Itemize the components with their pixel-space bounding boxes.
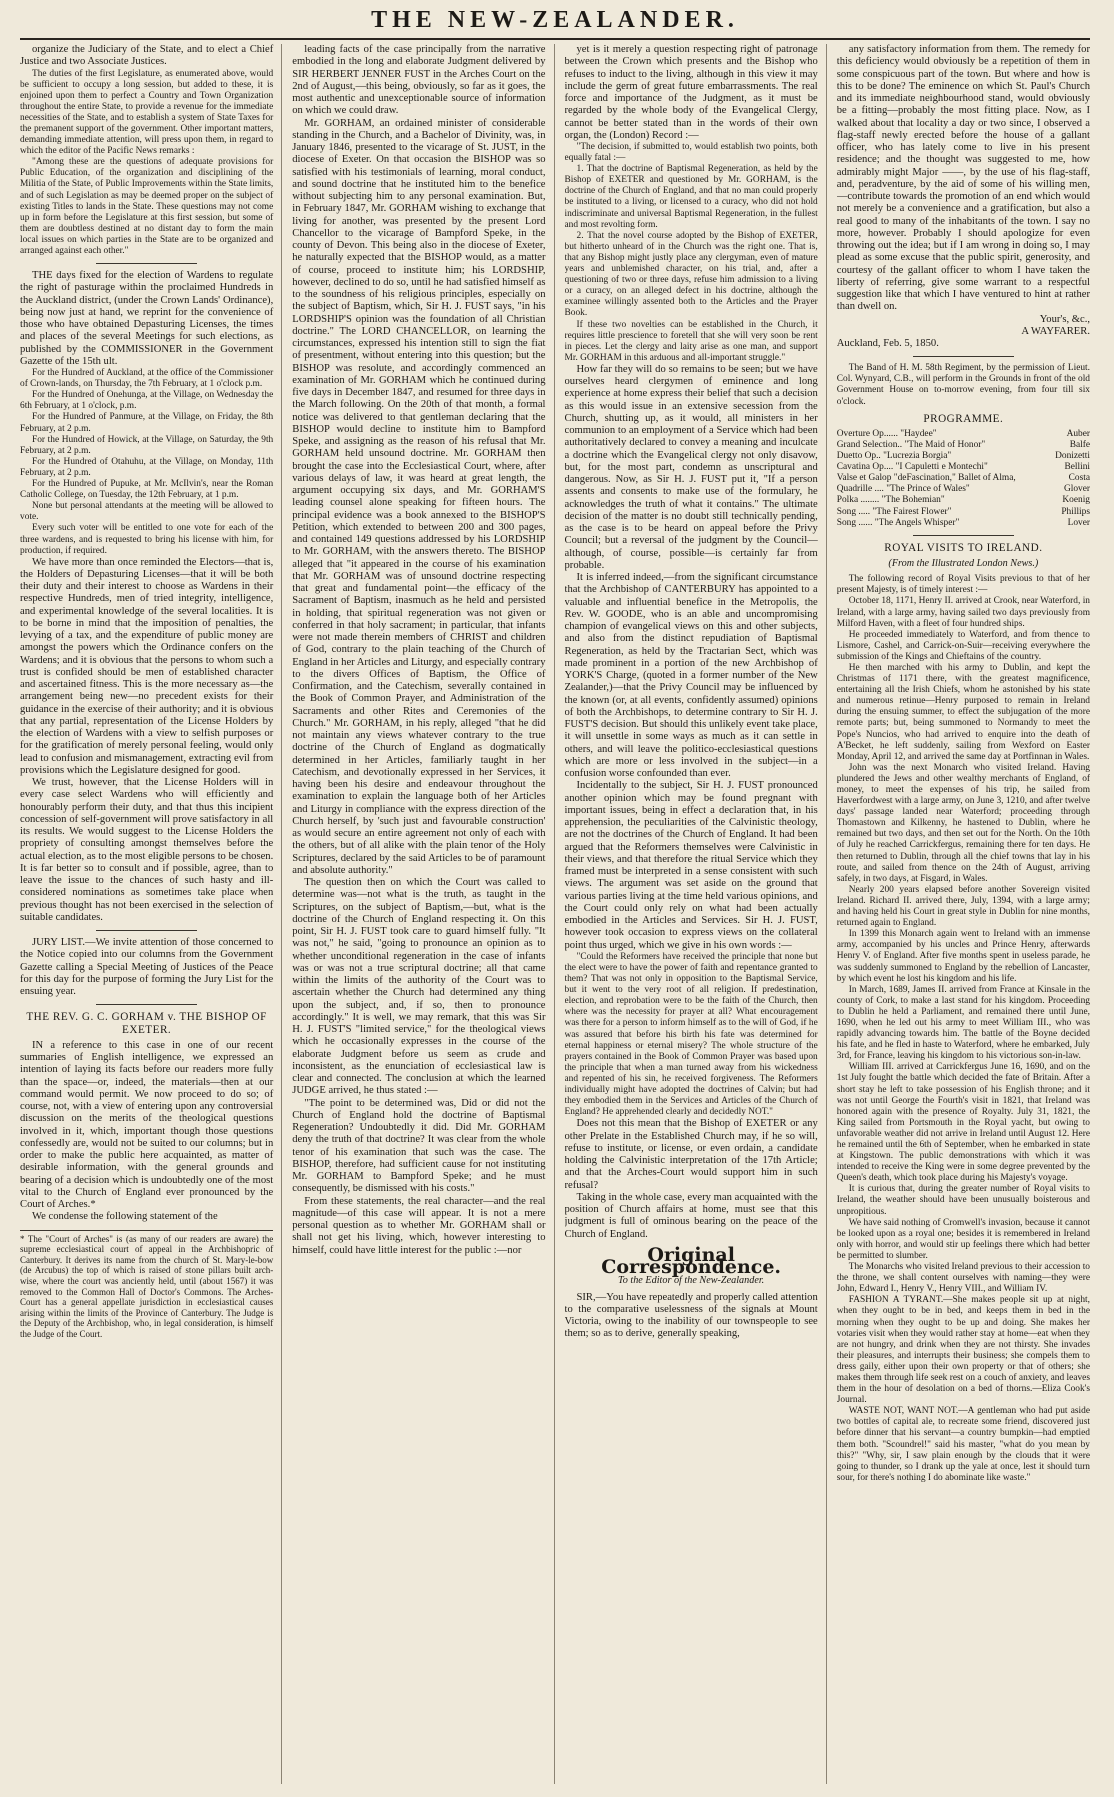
- paragraph: We trust, however, that the License Holders will in every case select Wardens who will efficiently and honourably perform their duty, and that thus this incipient concession of self-government will prove satisfactory in all its results. We would suggest to the License Holders the propriety of consulting amongst themselves before the actual election, as to the most eligible persons to be chosen. It is far better so to consult and if possible, agree, than to leave the issue to the chances of such hasty and ill-considered nominations as sometimes take place when previous thought has not been exercised in the selection of suitable candidates.: [20, 777, 274, 923]
- column-4: [837, 44, 1090, 1784]
- signature-line: Your's, &c.,: [1039, 313, 1090, 325]
- paragraph: IN a reference to this case in one of our recent summaries of English intelligence, we expressed an intention of laying its facts before our readers more fully than the space—or, indeed, the materials—then at our command would permit. We now proceed to do so; of course, not, with a view of entering upon any controversial discussion on the merits of the theological questions involved in it, which, important though those questions confessedly are, would not be suited to our columns; but in order to make the public here acquainted, as matter of desirable information, with the general grounds and bearing of a decision which is undoubtedly one of the most vital to the Church of England ever pronounced by the Court of Arches.*: [20, 1039, 274, 1211]
- paragraph: Does not this mean that the Bishop of EXETER or any other Prelate in the Established Church may, if he so will, refuse to institute, or license, or even ordain, a candidate holding the Calvinistic interpretation of the 17th Article; and that the Arches-Court would support him in such refusal?: [564, 1118, 818, 1191]
- meeting-notice: For the Hundred of Pupuke, at Mr. McIlvin's, near the Roman Catholic College, on Tuesday, the 12th February, at 1 p.m.: [20, 479, 274, 501]
- meeting-notice: None but personal attendants at the meeting will be allowed to vote.: [20, 501, 274, 523]
- programme-composer: Bellini: [1064, 462, 1090, 473]
- paragraph: JURY LIST.—We invite attention of those concerned to the Notice copied into our columns from the Government Gazette calling a Special Meeting of Justices of the Peace for this day for the purpose of forming the Jury List for the ensuing year.: [20, 937, 274, 998]
- column-1: [20, 44, 282, 1784]
- paragraph: John was the next Monarch who visited Ireland. Having plundered the Jews and other wealthy merchants of England, of money, to meet the expenses of his trip, he sailed from Haverfordwest with a large army, on June 3, 1210, and after twelve days' passage landed near Waterford; proceeding through Thomastown and Kilkenny, he hastened to Dublin, where he remained but two days, and then set out for the North. On the 10th of July he reached Carrickfergus, remaining there for ten days. He then returned to Dublin, through all the chief towns that lay in his route, and sailed from thence on the 24th of August, arriving safely, in two days, at Fisgard, in Wales.: [836, 762, 1090, 884]
- programme-piece: Overture Op...... "Haydee": [836, 428, 937, 439]
- quoted-paragraph: 1. That the doctrine of Baptismal Regeneration, as held by the Bishop of EXETER and questioned by Mr. GORHAM, is the doctrine of the Church of England, and that no man could properly be instituted to a living, or licensed to a curacy, who did not hold indiscriminate and universal Baptismal Regeneration, in the fullest and most revolting form.: [564, 164, 818, 230]
- programme-composer: Donizetti: [1055, 451, 1090, 462]
- paragraph: He then marched with his army to Dublin, and kept the Christmas of 1171 there, with the greatest magnificence, entertaining all the Irish Chiefs, whom he astonished by his state and numerous retinue—Henry purposed to remain in Ireland during the ensuing summer, to effect the subjugation of the more remote parts; but, being summoned to Normandy to meet the Pope's Nuncios, who had arrived to enquire into the death of A'Becket, he left suddenly, sailing from Wexford on Easter Monday, April 12, and arrived the same day at Portfinnan in Wales.: [836, 662, 1090, 762]
- programme-composer: Lover: [1067, 517, 1090, 528]
- section-heading: Original Correspondence.: [601, 1243, 782, 1279]
- paragraph: leading facts of the case principally from the narrative embodied in the long and elaborate Judgment delivered by SIR HERBERT JENNER FUST in the Arches Court on the 2nd of August,—this being, obviously, so far as it goes, the most authentic and unexceptionable source of information on which we could draw.: [292, 44, 546, 117]
- programme-list: [837, 429, 1090, 529]
- paragraph: October 18, 1171, Henry II. arrived at Crook, near Waterford, in Ireland, with a large army, having sailed two days previously from Milford Haven, with a fleet of four hundred ships.: [836, 596, 1090, 629]
- article-heading: ROYAL VISITS TO IRELAND.: [884, 541, 1043, 554]
- paragraph: How far they will do so remains to be seen; but we have ourselves heard clergymen of eminence and long experience at home express their belief that such a decision as this would issue in an extensive secession from the Church, shutting up, as it would, all ministers in her communion to an employment of a Service which had been authoritatively declared to convey a meaning and inculcate a doctrine which the Evangelical clergy not only disavow, but, for the most part, condemn as unscriptural and dangerous. Now, as Sir H. J. FUST put it, "If a person assents and consents to make use of the formulary, he acknowledges the truth of what it contains." The ultimate decision of the matter is no doubt still technically pending, as the case is to be heard on appeal before the Privy Council; but a reversal of the judgment by the Council—although, of course, possible—is certainly far from probable.: [564, 363, 818, 571]
- paragraph: Taking in the whole case, every man acquainted with the position of Church affairs at home, must see that this judgment is full of ominous bearing on the peace of the Church of England.: [564, 1191, 818, 1240]
- paragraph: Nearly 200 years elapsed before another Sovereign visited Ireland. Richard II. arrived there, July, 1394, with a large army; and having held his Court in great style in Dublin for nine months, returned again to England.: [836, 884, 1090, 929]
- paragraph: yet is it merely a question respecting right of patronage between the Crown which presents and the Bishop who refuses to induct to the living, although in this view it may include the germ of great future embarrassments. The real force and importance of the Judgment, as it must be regarded by the whole body of the Evangelical Clergy, cannot be better stated than in the words of their own organ, the (London) Record :—: [564, 44, 818, 141]
- meeting-notice: Every such voter will be entitled to one vote for each of the three wardens, and is requested to bring his license with him, for production, if required.: [20, 523, 274, 556]
- programme-row: [837, 473, 1090, 484]
- programme-row: [837, 429, 1090, 440]
- salutation-line: To the Editor of the New-Zealander.: [618, 1275, 765, 1287]
- programme-piece: Duetto Op.. "Lucrezia Borgia": [836, 451, 952, 462]
- quoted-paragraph: If these two novelties can be established in the Church, it requires little prescience to foretell that she will very soon be rent in pieces. Let the clergy and laity arise as one man, and support Mr. GORHAM in this arduous and all-important struggle.": [564, 319, 818, 363]
- paragraph: The duties of the first Legislature, as enumerated above, would be sufficient to occupy a long session, but added to these, it is enjoined upon them to perfect a Country and Town Organization throughout the entire State, to provide a revenue for the immediate necessities of the State, and to establish a system of State Taxes for the premanent support of the government. Other important matters, demanding immediate attention, will press upon them, in regard to which the editor of the Pacific News remarks :: [20, 68, 274, 157]
- dateline: Auckland, Feb. 5, 1850.: [836, 338, 939, 349]
- paragraph: He proceeded immediately to Waterford, and from thence to Lismore, Cashel, and Carrick-on-Suir—receiving everywhere the submission of the Kings and Chieftains of the country.: [836, 629, 1090, 662]
- paragraph: It is curious that, during the greater number of Royal visits to Ireland, the weather should have been unusually boisterous and unpropitious.: [836, 1184, 1090, 1217]
- divider: [96, 1004, 197, 1005]
- signature-name: A WAYFARER.: [1021, 325, 1090, 337]
- programme-row: [837, 462, 1090, 473]
- programme-row: [837, 451, 1090, 462]
- quoted-paragraph: "The decision, if submitted to, would establish two points, both equally fatal :—: [564, 142, 818, 164]
- paragraph: From these statements, the real character—and the real magnitude—of this case will appear. It is not a mere personal question as to whether Mr. GORHAM shall or shall not get his living, which, however interesting to himself, could have little interest for the public :—nor: [292, 1195, 546, 1256]
- paragraph: THE days fixed for the election of Wardens to regulate the right of pasturage within the proclaimed Hundreds in the Auckland district, (under the Crown Lands' Ordinance), being now just at hand, we reprint for the convenience of those who have obtained Depasturing Licenses, the times and places of the several Meetings for such elections, as published by the COMMISSIONER in the Government Gazette of the 15th ult.: [20, 270, 274, 367]
- paragraph: FASHION A TYRANT.—She makes people sit up at night, when they ought to be in bed, and keeps them in bed in the morning when they ought to be up and doing. She makes her votaries visit when they would rather stay at home—eat when they are not hungry, and drink when they are not thirsty. She invades their pleasures, and interrupts their business; she compels them to dress gaily, either upon their own property or that of others; she makes them through life seek rest on a couch of anxiety, and leaves them in the hour of desolation on a bed of thorns.—Eliza Cook's Journal.: [836, 1295, 1090, 1406]
- programme-composer: Glover: [1063, 484, 1090, 495]
- paragraph: The question then on which the Court was called to determine was—not what is the truth, as taught in the Scriptures, on the subject of Baptism,—but, what is the doctrine of the Church of England respecting it. On this point, Sir H. J. FUST took care to guard himself fully. "It was not," he said, "going to pronounce an opinion as to whether unconditional regeneration in the case of infants was or was not a true scriptural doctrine; all that came within the limits of the authority of the Court was to ascertain whether the Church had determined any thing upon the subject, and, if so, then to pronounce accordingly." It is well, we may remark, that this was Sir H. J. FUST'S "limited service," for the theological views which he occasionally expresses in the course of the elaborate Judgment before us seem as crude and inconsistent, as the enunciation of ecclesiastical law is clear and connected. The conclusion at which the learned JUDGE arrived, he thus stated :—: [292, 877, 546, 1097]
- paragraph: SIR,—You have repeatedly and properly called attention to the comparative uselessness of the signals at Mount Victoria, owing to the inability of our townspeople to see them; so as to derive, generally speaking,: [564, 1291, 818, 1340]
- programme-piece: Valse et Galop "deFascination," Ballet of Alma,: [836, 473, 1016, 484]
- meeting-notice: For the Hundred of Howick, at the Village, on Saturday, the 9th February, at 2 p.m.: [20, 434, 274, 456]
- programme-piece: Song ...... "The Angels Whisper": [836, 517, 960, 528]
- quoted-paragraph: "Among these are the questions of adequate provisions for Public Education, of the organization and disciplining of the Militia of the State, of Public Improvements within the State limits, and of such Legislation as may be deemed proper on the subject of existing Titles to lands in the State. These questions may not come up in form before the Legislature at this first session, but some of them are doubtless destined at no distant day to form the main local issues on which parties in the State are to be organized and arranged against each other.": [20, 157, 274, 256]
- article-source: (From the Illustrated London News.): [888, 557, 1039, 569]
- programme-piece: Polka ........ "The Bohemian": [836, 495, 945, 506]
- paragraph: We condense the following statement of the: [32, 1211, 218, 1223]
- programme-piece: Cavatina Op.... "I Capuletti e Montechi": [836, 462, 988, 473]
- paragraph: "The point to be determined was, Did or did not the Church of England hold the doctrine of Baptismal Regeneration? Undoubtedly it did. Did Mr. GORHAM deny the truth of that doctrine? It was clear from the whole tenor of his examination that such was the case. The BISHOP, therefore, had sufficient cause for not instituting Mr. GORHAM to Bampford Speke; and he must consequently, be dismissed with his costs.": [292, 1097, 546, 1195]
- paragraph: William III. arrived at Carrickfergus June 16, 1690, and on the 1st July fought the battle which decided the fate of Britain. After a short stay he left to take possession of his English throne; and it was not until George the Fourth's visit in 1821, that Ireland was honored again with the presence of Royalty. July 31, 1821, the King sailed from Portsmouth in the Royal yacht, but owing to unfavorable weather did not arrive in Ireland until August 12. Here he remained until the 6th of September, when he embarked in state at Kingstown. The public demonstrations with which it was intended to receive the King were in some degree prevented by the Queen's death, which took place during his Majesty's voyage.: [836, 1062, 1090, 1184]
- divider: [913, 535, 1014, 536]
- paragraph: We have said nothing of Cromwell's invasion, because it cannot be looked upon as a royal one; besides it is remembered in Ireland only with horror, and would stir up feelings there which had better be permitted to slumber.: [836, 1217, 1090, 1261]
- programme-title: PROGRAMME.: [923, 412, 1004, 425]
- meeting-notice: For the Hundred of Otahuhu, at the Village, on Monday, 11th February, at 2 p.m.: [20, 456, 274, 478]
- band-notice: The Band of H. M. 58th Regiment, by the permission of Lieut. Col. Wynyard, C.B., will perform in the Grounds in front of the old Government House on to-morrow evening, from four till six o'clock.: [836, 363, 1090, 407]
- programme-composer: Phillips: [1061, 506, 1090, 517]
- programme-piece: Quadrille .... "The Prince of Wales": [836, 484, 970, 495]
- paragraph: It is inferred indeed,—from the significant circumstance that the Archbishop of CANTERBURY has appointed to a valuable and influential benefice in the Metropolis, the Rev. W. GOODE, who is an able and uncompromising champion of evangelical views on this and other subjects, and also from the distinct repudiation of Baptismal Regeneration, as held by the Tractarian Sect, which was made prominent in a portion of the new Archbishop of YORK'S Charge, (quoted in a former number of the New Zealander,)—that the Privy Council may be influenced by the known (or, at all events, confidently assumed) opinions of both the Archbishops, to determine contrary to Sir H. J. FUST'S decision. But should this unlikely event take place, it will unsettle in some ways as much as it can settle in others, and will leave the politico-ecclesiastical questions which are more or less involved in the subject—in a confusion worse confounded than ever.: [564, 572, 818, 780]
- meeting-notice: For the Hundred of Panmure, at the Village, on Friday, the 8th February, at 2 p.m.: [20, 412, 274, 434]
- quoted-paragraph: 2. That the novel course adopted by the Bishop of EXETER, but hitherto unheard of in the Church was the right one. That is, that any Bishop might justly place any clergyman, even of mature years and unblemished character, on his trial, and, after a questioning of two or three days, refuse him admission to a living or a curacy, on an alleged defect in his doctrine, although the examinee willingly assented both to the Articles and the Prayer Book.: [564, 230, 818, 319]
- column-2: [292, 44, 554, 1784]
- programme-row: [837, 484, 1090, 495]
- masthead: THE NEW-ZEALANDER.: [20, 6, 1090, 40]
- paragraph: In 1399 this Monarch again went to Ireland with an immense army, accompanied by his uncles and Prince Henry, afterwards Henry V. of England. After five months spent in useless parade, he was suddenly summoned to England by the rebellion of Lancaster, by which event he lost his kingdom and his life.: [836, 929, 1090, 984]
- paragraph: In March, 1689, James II. arrived from France at Kinsale in the county of Cork, to make a last stand for his kingdom. Proceeding to Dublin he held a Parliament, and remained there until June, 1690, when he led out his army to meet William III., who was rapidly advancing towards him. The battle of the Boyne decided his fate, and he fled in haste to Waterford, where he embarked, July 3rd, for France, leaving his kingdom to his victorious son-in-law.: [836, 984, 1090, 1062]
- meeting-notice: For the Hundred of Auckland, at the office of the Commissioner of Crown-lands, on Thursday, the 7th February, at 1 o'clock p.m.: [20, 368, 274, 390]
- article-heading: THE REV. G. C. GORHAM v. THE BISHOP OF EXETER.: [26, 1011, 267, 1036]
- footnote: * The "Court of Arches" is (as many of our readers are aware) the supreme ecclesiastical court of appeal in the Archbishopric of Canterbury. It derives its name from the church of St. Mary-le-bow (de Arcubus) the top of which is raised of stone pillars built arch-wise, where the court was anciently held, until (about 1567) it was removed to the Common Hall of Doctor's Commons. The Arches-Court has a general appellate jurisdiction in ecclesiastical causes arising within the limits of the Province of Canterbury. The Judge is the Deputy of the Archbishop, who, in legal consideration, is himself the Judge of the Court.: [20, 1230, 273, 1340]
- columns: [20, 44, 1090, 1784]
- programme-composer: Costa: [1068, 473, 1090, 484]
- paragraph: WASTE NOT, WANT NOT.—A gentleman who had put aside two bottles of capital ale, to recreate some friend, discovered just before dinner that his servant—a country bumpkin—had emptied them both. "Scoundrel!" said his master, "what do you mean by this?" "Why, sir, I saw plain enough by the clouds that it were going to thunder, so I drank up the yale at once, lest it should turn sour, for there's nothing I do abominate like waste.": [836, 1406, 1090, 1483]
- paragraph: organize the Judiciary of the State, and to elect a Chief Justice and two Associate Justices.: [20, 44, 274, 68]
- quoted-paragraph: "Could the Reformers have received the principle that none but the elect were to have the power of faith and repentance granted to them? That was not only in opposition to the Baptismal Service, but it went to the very root of all religion. If predestination, election, and reprobation were to be the faith of the Church, then where was the necessity for prayer at all? What encouragement was there for a person to inform himself as to the will of God, if he was assured that before his birth his fate was determined for eternal happiness or eternal misery? The whole structure of the prayers contained in the Book of Common Prayer was based upon the principle that when a man turned away from his wickedness and repented of his sin, he received forgiveness. The Reformers individually might have adopted the doctrines of Calvin; but had they embodied them in the Services and Articles of the Church of England? He apprehended clearly and decidedly NOT.": [564, 951, 818, 1118]
- programme-composer: Koenig: [1062, 495, 1090, 506]
- programme-piece: Song ..... "The Fairest Flower": [836, 506, 952, 517]
- paragraph: The Monarchs who visited Ireland previous to their accession to the throne, we shall content ourselves with naming—they were John, Edward I., Henry V., Henry VIII., and William IV.: [836, 1262, 1090, 1295]
- column-3: [565, 44, 827, 1784]
- paragraph: We have more than once reminded the Electors—that is, the Holders of Depasturing Licenses—that it will be both their duty and their interest to choose as Wardens in their respective Hundreds, men of tried integrity, intelligence, and experimental knowledge of the several localities. It is to be borne in mind that the imposition of penalties, the levying of a tax, and the expenditure of public money are amongst the powers which the Ordinance confers on the Wardens; and it is obvious that the persons to whom such a trust is confided should be men of established character and ascertained fitness. This is the more necessary as—the arrangement being new—no precedent exists for their guidance in the exercise of their authority; and it is obvious that any partial, representation of the License Holders by the election of Wardens with a view to selfish purposes or for the gratification of merely personal feeling, would only lead to confusion and mismanagement, extracting evil from provisions which the Legislature designed for good.: [20, 556, 274, 776]
- programme-row: [837, 495, 1090, 506]
- meeting-notice: For the Hundred of Onehunga, at the Village, on Wednesday the 6th February, at 1 o'clock, p.m.: [20, 390, 274, 412]
- programme-row: [837, 518, 1090, 529]
- divider: [913, 356, 1014, 357]
- paragraph: any satisfactory information from them. The remedy for this deficiency would obviously be a repetition of them in some conspicuous part of the town. But where and how is this to be done? The eminence on which St. Paul's Church and its immediate neighbourhood stand, would obviously be a fitting—probably the most fitting place. Now, as I walked about that locality a day or two since, I observed a flag-staff newly erected before the house of a gallant officer, who has lately come to live in his present residence; and the thought was suggested to me, how admirably might Major ——, by the use of his flag-staff, and, peradventure, by the aid of some of his willing men, —contribute towards the promotion of an end which would not merely be a convenience and a gratification, but also a real good to many of the inhabitants of the town. I say no more, however. Probably I should apologize for even throwing out the idea; but if I am wrong in doing so, I may plead as some excuse that the public spirit, generosity, and courtesy of the gallant officer to whom I have taken the liberty of referring, give some warrant to a respectful suggestion like that which I have ventured to hint at rather than dwell on.: [836, 44, 1090, 313]
- paragraph: The following record of Royal Visits previous to that of her present Majesty, is of timely interest :—: [836, 574, 1090, 596]
- paragraph: Mr. GORHAM, an ordained minister of considerable standing in the Church, and a Bachelor of Divinity, was, in January 1846, presented to the vicarage of St. JUST, in the diocese of Exeter. On that occasion the BISHOP was so satisfied with his testimonials of learning, moral conduct, and sound doctrine that he instituted him to the benefice without subjecting him to any personal examination. But, in February 1847, Mr. GORHAM wishing to exchange that living for another, was presented by the present Lord Chancellor to the vicarage of Bampford Speke, in the county of Devon. This being also in the diocese of Exeter, he naturally expected that the BISHOP would, as a matter of course, proceed to institute him; his LORDSHIP, however, declined to do so, until he had satisfied himself as to the soundness of his religious principles, especially on the subject of Baptism, which, Sir H. J. FUST says, "in his LORDSHIP'S opinion was the foundation of all Christian doctrine." The LORD CHANCELLOR, on learning the circumstances, expressed his intention still to sign the fiat of presentment, without entering into this question; but the BISHOP was resolute, and accordingly commenced an examination of Mr. GORHAM which he continued during five days in December 1847, and resumed for three days in the March following. On the 20th of that month, a formal notice was delivered to that gentleman declaring that the BISHOP would decline to institute him to Bampford Speke, and assigning as the reason of his refusal that Mr. GORHAM held unsound doctrine. Mr. GORHAM then brought the case into the Ecclesiastical Court, where, after various delays of law, it was heard at great length, the argument occupying six days, and Mr. GORHAM'S leading counsel alone speaking for fifteen hours. The principal evidence was a book annexed to the BISHOP'S Petition, which extended to between 200 and 300 pages, and contained 149 questions addressed by his LORDSHIP to Mr. GORHAM, with the answers thereto. The BISHOP alleged that "it appeared in the course of his examination that Mr. GORHAM was of unsound doctrine respecting that great and fundamental point—the efficacy of the Sacrament of Baptism, inasmuch as he held and persisted in holding, that spiritual regeneration was not given or conferred in that holy sacrament; in particular, that infants were not made therein members of CHRIST and children of God, contrary to the plain teaching of the Church of England in her Articles and Liturgy, and especially contrary to the divers Offices of Baptism, the Office of Confirmation, and the Catechism, severally contained in the Book of Common Prayer, and Administration of the Sacraments and other Rites and Ceremonies of the Church." Mr. GORHAM, in his reply, alleged "that he did not maintain any views whatever contrary to the true doctrine of the Church of England as dogmatically determined in her Articles, familiarly taught in her Catechism, and devotionally expressed in her Services, it having been his desire and endeavour throughout the examination to explain the language both of her Articles and Liturgy in compliance with the express direction of the Church herself, by 'such just and favourable construction' as would secure an entire agreement not only of each with the others, but of all alike with the plain tenor of the Holy Scriptures, declared by the said Articles to be of paramount and absolute authority.": [292, 117, 546, 876]
- divider: [96, 930, 197, 931]
- divider: [96, 263, 197, 264]
- programme-composer: Auber: [1066, 428, 1090, 439]
- programme-row: [837, 507, 1090, 518]
- programme-piece: Grand Selection.. "The Maid of Honor": [836, 439, 986, 450]
- programme-row: [837, 440, 1090, 451]
- paragraph: Incidentally to the subject, Sir H. J. FUST pronounced another opinion which may be found pregnant with important issues, being in effect a declaration that, in his apprehension, the peculiarities of the Calvinistic theology, are not the doctrines of the Church of England. It had been argued that the Reformers themselves were Calvinistic in their views, and that therefore the ritual Service which they framed must be interpreted in a sense consistent with such views. The argument was set aside on the ground that various parties living at the time held various opinions, and the Court could only rely on what had been actually embodied in the Articles and Services. Sir H. J. FUST, however took occasion to express views on the collateral point thus urged, which we give in his own words :—: [564, 780, 818, 951]
- programme-composer: Balfe: [1069, 439, 1090, 450]
